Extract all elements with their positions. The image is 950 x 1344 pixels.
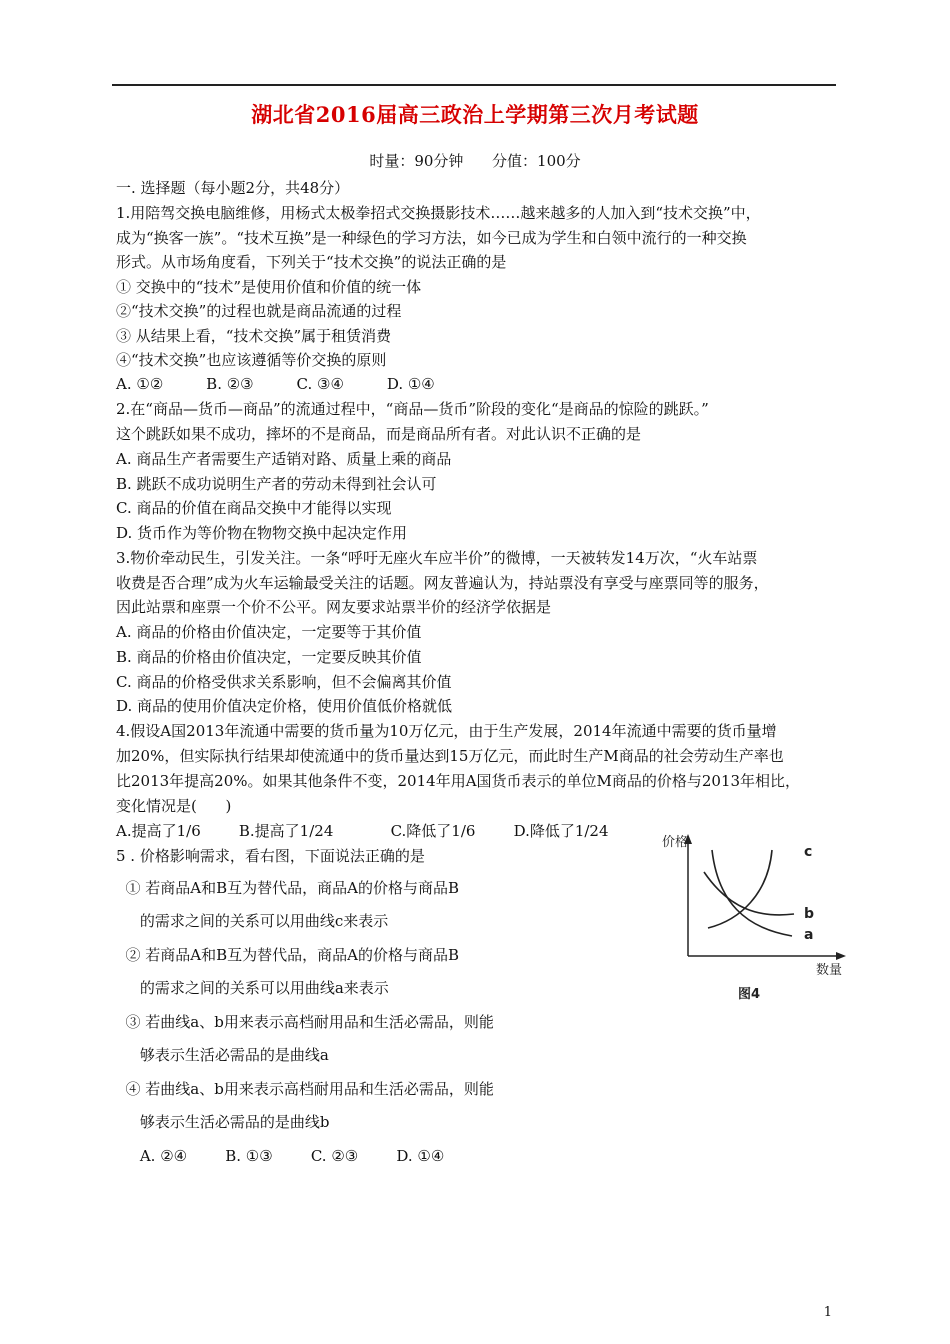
text-line: 4.假设A国2013年流通中需要的货币量为10万亿元，由于生产发展，2014年流通中需要的货币量增 xyxy=(116,722,777,740)
text-line: A. ②④ B. ①③ C. ②③ D. ①④ xyxy=(116,1147,445,1165)
curve-b-label: b xyxy=(804,906,815,922)
text-line: 变化情况是( ) xyxy=(116,797,232,815)
text-line: ① 交换中的“技术”是使用价值和价值的统一体 xyxy=(116,278,422,296)
section-heading: 一. 选择题（每小题2分，共48分） xyxy=(116,179,350,197)
y-axis-label: 价格 xyxy=(662,835,689,850)
text-line: 形式。从市场角度看，下列关于“技术交换”的说法正确的是 xyxy=(116,253,507,271)
text-line: D. 货币作为等价物在物物交换中起决定作用 xyxy=(116,524,408,542)
curve-c-label: c xyxy=(804,844,813,860)
text-line: 够表示生活必需品的是曲线b xyxy=(116,1113,330,1131)
text-line: ④ 若曲线a、b用来表示高档耐用品和生活必需品，则能 xyxy=(116,1080,494,1098)
text-line: A.提高了1/6 B.提高了1/24 C.降低了1/6 D.降低了1/24 xyxy=(116,822,609,840)
text-line: 3.物价牵动民生，引发关注。一条“呼吁无座火车应半价”的微博，一天被转发14万次，“火车站票 xyxy=(116,549,758,567)
page-title: 湖北省2016届高三政治上学期第三次月考试题 xyxy=(251,102,699,127)
x-axis-label: 数量 xyxy=(816,963,843,978)
text-line: B. 跳跃不成功说明生产者的劳动未得到社会认可 xyxy=(116,475,437,493)
text-line: 2.在“商品—货币—商品”的流通过程中，“商品—货币”阶段的变化“是商品的惊险的跳跃。” xyxy=(116,400,709,418)
text-line: 的需求之间的关系可以用曲线a来表示 xyxy=(116,979,389,997)
text-line: C. 商品的价格受供求关系影响，但不会偏离其价值 xyxy=(116,673,452,691)
text-line: 的需求之间的关系可以用曲线c来表示 xyxy=(116,912,389,930)
text-line: A. 商品的价格由价值决定，一定要等于其价值 xyxy=(116,623,422,641)
figure-caption: 图4 xyxy=(738,987,761,1002)
text-line: ② 若商品A和B互为替代品，商品A的价格与商品B xyxy=(116,946,460,964)
text-line: ③ 从结果上看，“技术交换”属于租赁消费 xyxy=(116,327,392,345)
text-line: B. 商品的价格由价值决定，一定要反映其价值 xyxy=(116,648,422,666)
exam-meta: 时量：90分钟 分值：100分 xyxy=(369,152,581,170)
page-number: 1 xyxy=(823,1305,832,1320)
curve-a-label: a xyxy=(804,927,814,943)
text-line: ③ 若曲线a、b用来表示高档耐用品和生活必需品，则能 xyxy=(116,1013,494,1031)
price-demand-figure xyxy=(660,832,855,1012)
text-line: D. 商品的使用价值决定价格，使用价值低价格就低 xyxy=(116,697,453,715)
text-line: 收费是否合理”成为火车运输最受关注的话题。网友普遍认为，持站票没有享受与座票同等的服务， xyxy=(116,574,769,592)
text-line: A. ①② B. ②③ C. ③④ D. ①④ xyxy=(116,375,435,393)
text-line: ④“技术交换”也应该遵循等价交换的原则 xyxy=(116,351,387,369)
header-rule xyxy=(112,84,836,86)
text-line: ②“技术交换”的过程也就是商品流通的过程 xyxy=(116,302,402,320)
x-axis-arrow xyxy=(836,952,846,960)
text-line: 比2013年提高20%。如果其他条件不变，2014年用A国货币表示的单位M商品的价格与2013年相比， xyxy=(116,772,801,790)
text-line: C. 商品的价值在商品交换中才能得以实现 xyxy=(116,499,392,517)
text-line: 1.用陪驾交换电脑维修，用杨式太极拳招式交换摄影技术……越来越多的人加入到“技术交换”中， xyxy=(116,204,761,222)
text-line: 因此站票和座票一个价不公平。网友要求站票半价的经济学依据是 xyxy=(116,598,552,616)
text-line: 加20%，但实际执行结果却使流通中的货币量达到15万亿元，而此时生产M商品的社会劳动生产率也 xyxy=(116,747,784,765)
text-line: 这个跳跃如果不成功，摔坏的不是商品，而是商品所有者。对此认识不正确的是 xyxy=(116,425,642,443)
text-line: 够表示生活必需品的是曲线a xyxy=(116,1046,329,1064)
text-line: A. 商品生产者需要生产适销对路、质量上乘的商品 xyxy=(116,450,452,468)
text-line: 5 . 价格影响需求，看右图，下面说法正确的是 xyxy=(116,847,425,865)
text-line: ① 若商品A和B互为替代品，商品A的价格与商品B xyxy=(116,879,460,897)
text-line: 成为“换客一族”。“技术互换”是一种绿色的学习方法，如今已成为学生和白领中流行的一种交换 xyxy=(116,229,747,247)
